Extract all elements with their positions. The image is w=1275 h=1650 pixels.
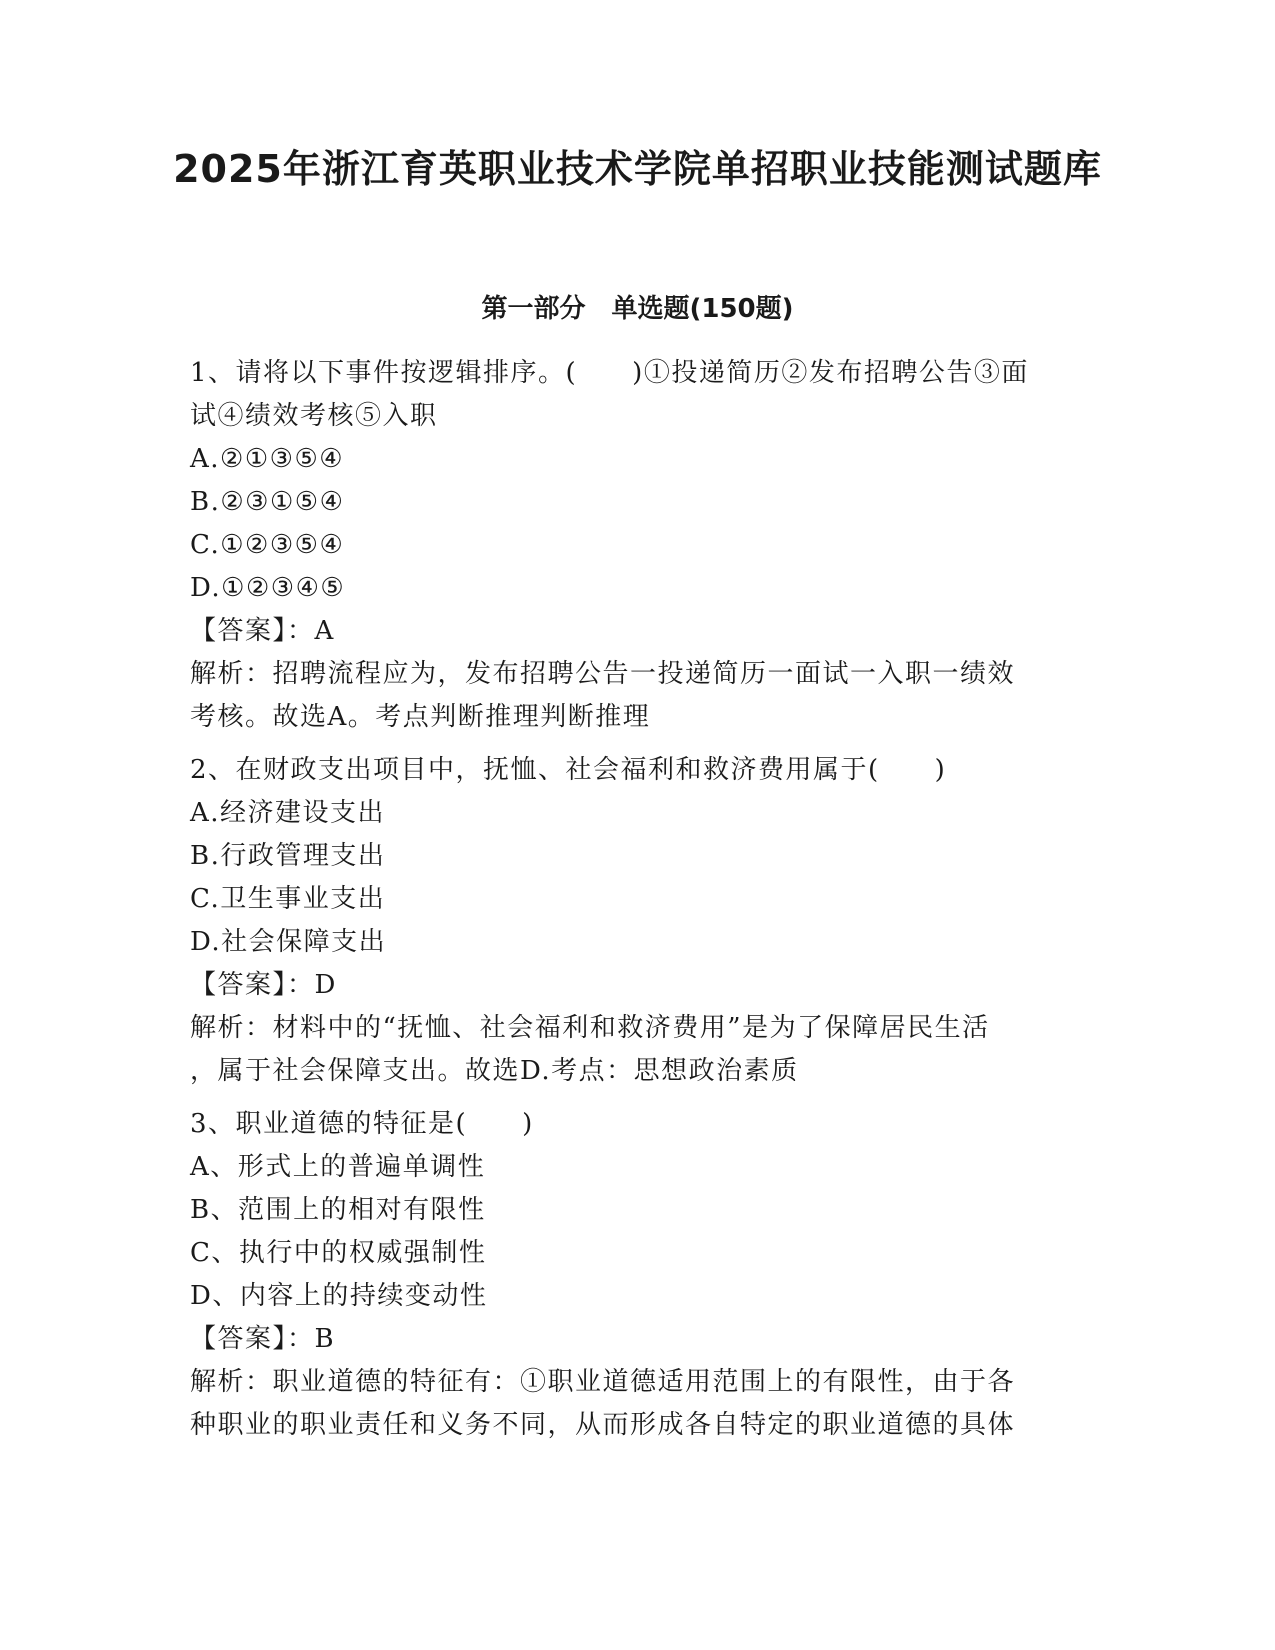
explanation-line: ，属于社会保障支出。故选D.考点：思想政治素质 — [190, 1056, 799, 1086]
explanation-line: 解析：材料中的“抚恤、社会福利和救济费用”是为了保障居民生活 — [190, 1013, 990, 1043]
explanation-line: 种职业的职业责任和义务不同，从而形成各自特定的职业道德的具体 — [190, 1410, 1016, 1440]
question-3 — [190, 1103, 1080, 1447]
option-c: C.①②③⑤④ — [190, 530, 345, 560]
option-c: C、执行中的权威强制性 — [190, 1238, 487, 1268]
document-title: 2025年浙江育英职业技术学院单招职业技能测试题库 — [173, 147, 1102, 191]
question-1 — [190, 352, 1080, 739]
question-stem-line: 2、在财政支出项目中，抚恤、社会福利和救济费用属于( ) — [190, 755, 947, 785]
section-part: 第一部分 — [481, 294, 586, 324]
option-b: B.②③①⑤④ — [190, 487, 345, 517]
answer: 【答案】：A — [190, 616, 335, 646]
question-stem-line: 试④绩效考核⑤入职 — [190, 401, 438, 431]
option-a: A.经济建设支出 — [190, 798, 386, 828]
section-name: 单选题(150题) — [611, 294, 794, 324]
explanation-line: 解析：招聘流程应为，发布招聘公告一投递简历一面试一入职一绩效 — [190, 659, 1016, 689]
answer: 【答案】：D — [190, 970, 337, 1000]
option-c: C.卫生事业支出 — [190, 884, 386, 914]
option-a: A.②①③⑤④ — [190, 444, 345, 474]
explanation-line: 考核。故选A。考点判断推理判断推理 — [190, 702, 651, 732]
option-b: B、范围上的相对有限性 — [190, 1195, 486, 1225]
question-list — [190, 352, 1080, 1457]
question-2 — [190, 749, 1080, 1093]
section-title — [0, 296, 1275, 322]
answer: 【答案】：B — [190, 1324, 336, 1354]
question-stem-line: 3、职业道德的特征是( ) — [190, 1109, 534, 1139]
question-stem-line: 1、请将以下事件按逻辑排序。( )①投递简历②发布招聘公告③面 — [190, 358, 1029, 388]
explanation-line: 解析：职业道德的特征有：①职业道德适用范围上的有限性，由于各 — [190, 1367, 1016, 1397]
option-a: A、形式上的普遍单调性 — [190, 1152, 486, 1182]
option-d: D、内容上的持续变动性 — [190, 1281, 488, 1311]
option-d: D.社会保障支出 — [190, 927, 387, 957]
option-b: B.行政管理支出 — [190, 841, 386, 871]
option-d: D.①②③④⑤ — [190, 573, 346, 603]
